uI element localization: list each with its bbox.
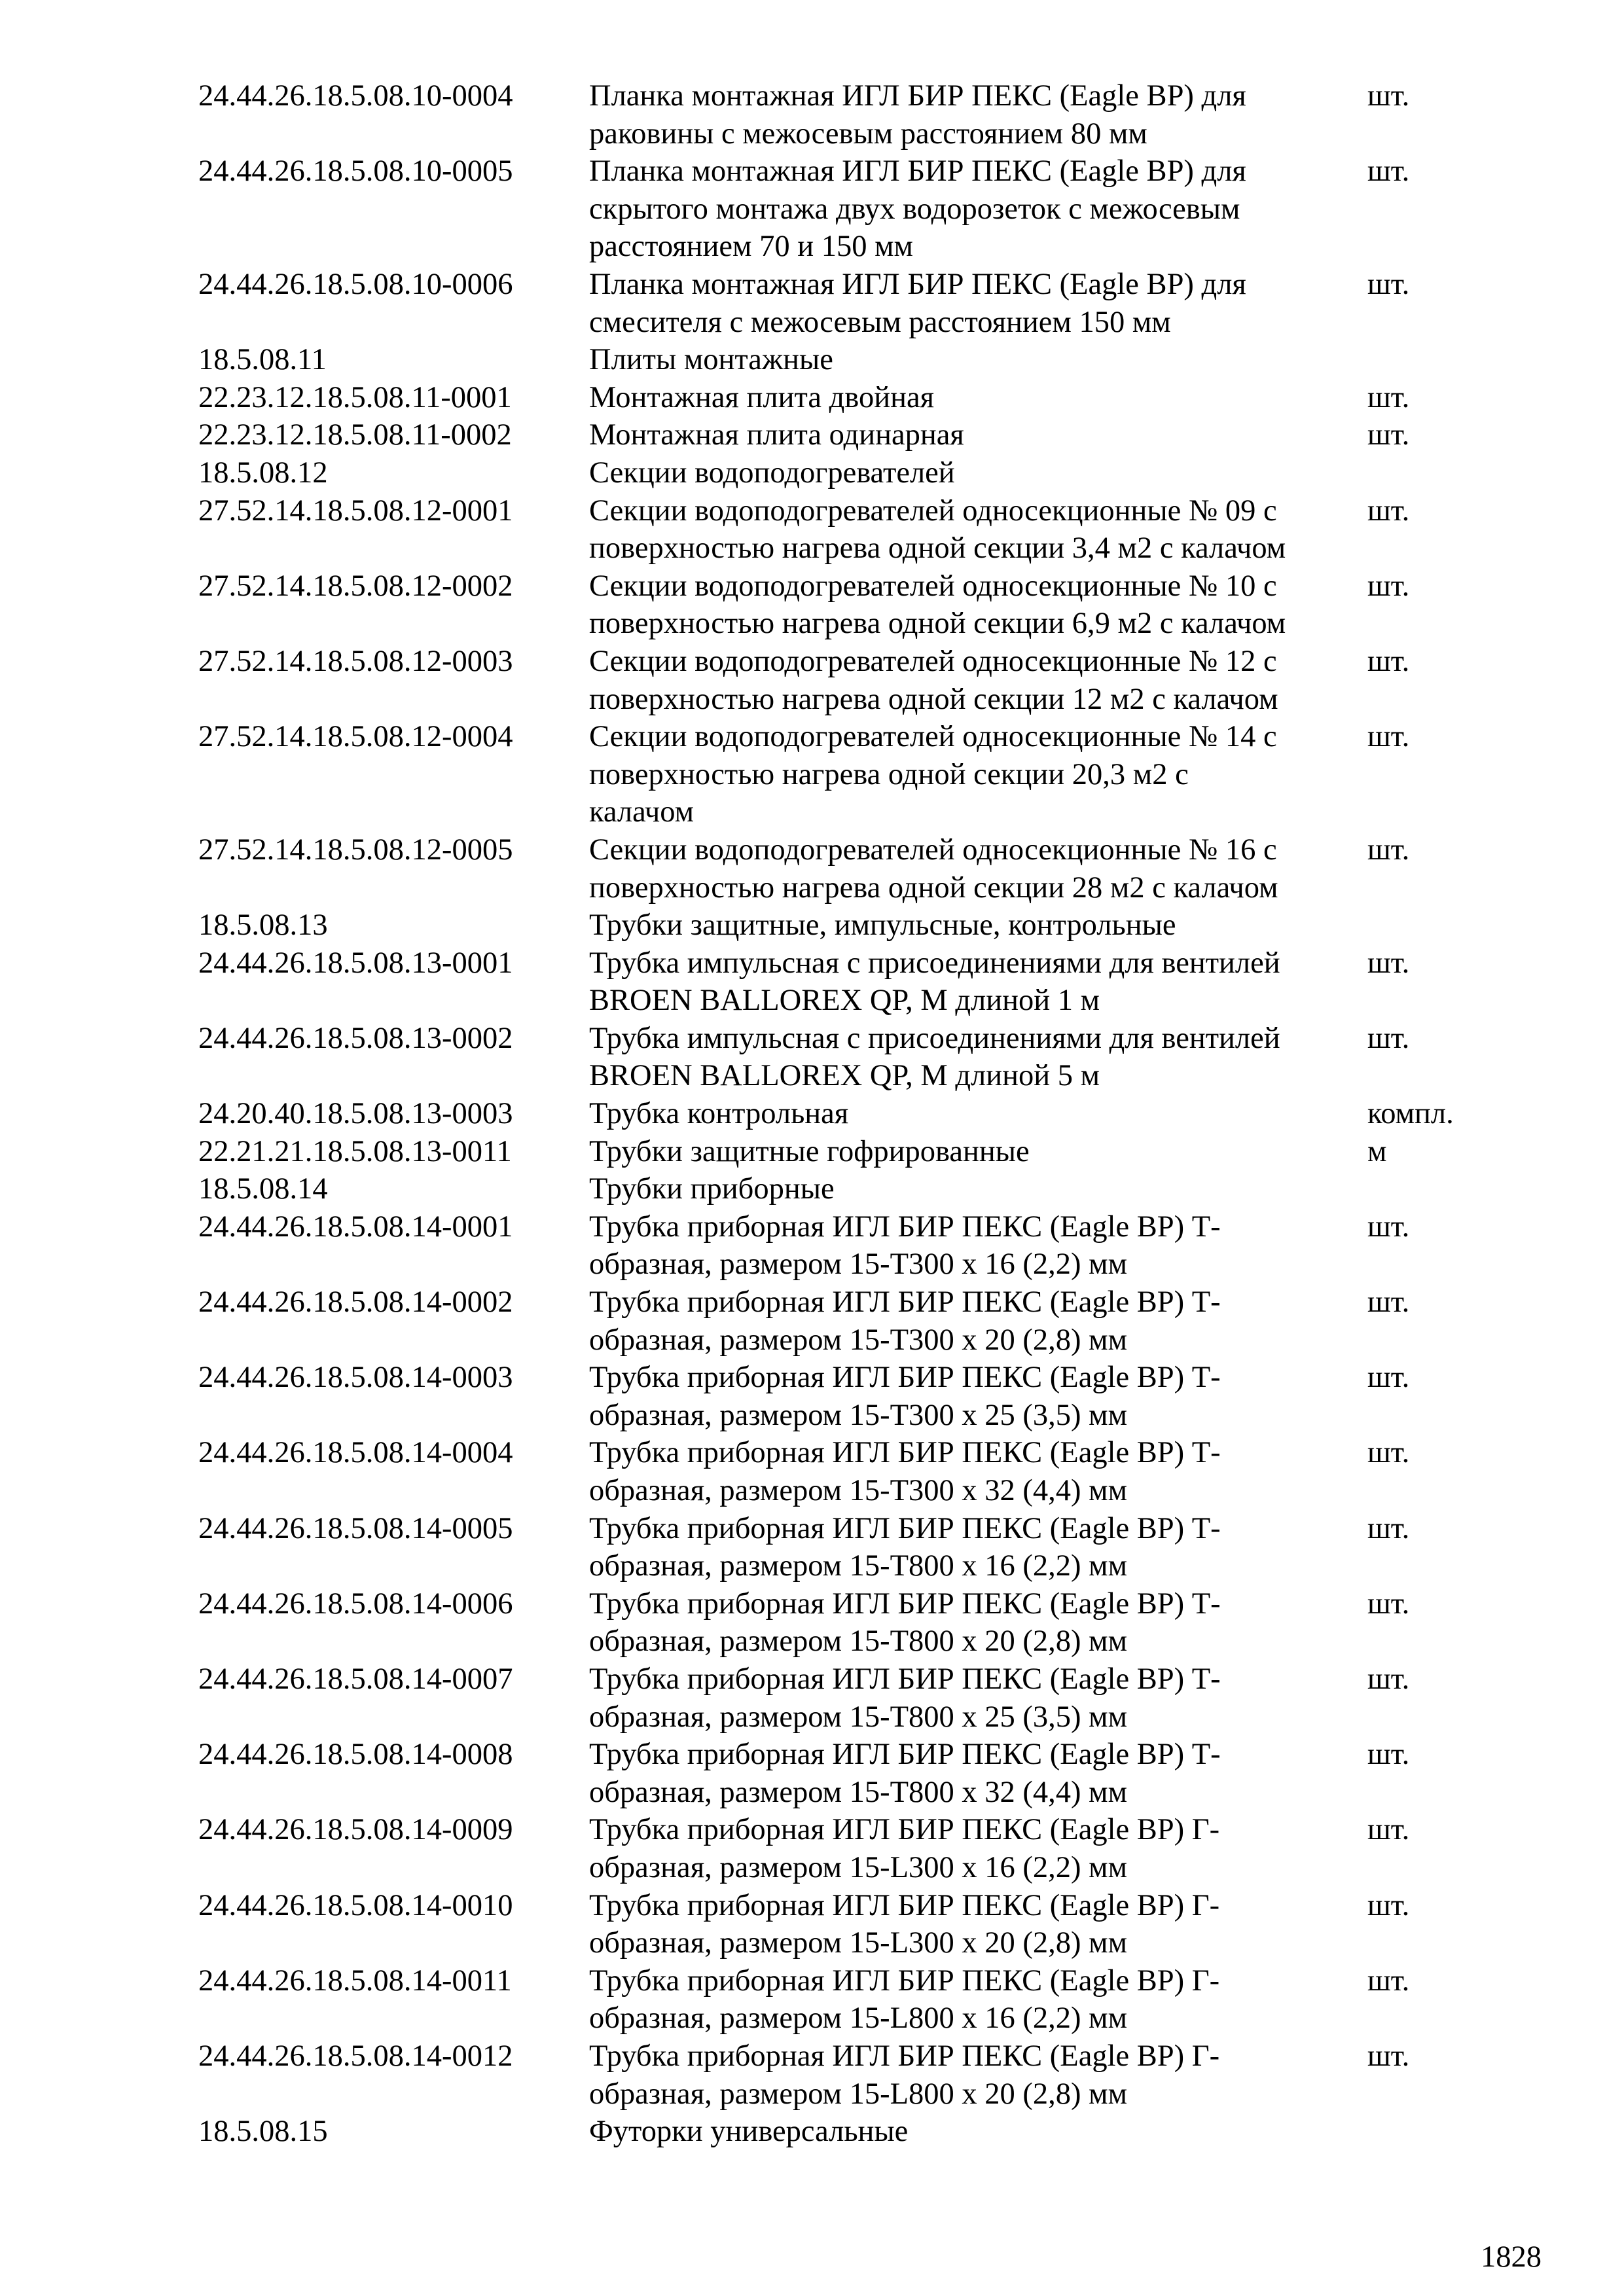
section-header-row [0,906,1624,944]
table-row [0,944,1624,1020]
item-name: Трубка приборная ИГЛ БИР ПЕКС (Eagle BP) Т- образная, размером 15-Т800 х 16 (2,2) мм [589,1511,1221,1583]
item-name: Секции водоподогревателей односекционные № 16 с поверхностью нагрева одной секции 28 м2 с калачом [589,833,1278,905]
item-name: Трубка импульсная с присоединениями для вентилей BROEN BALLOREX QP, M длиной 5 м [589,1021,1280,1093]
table-row [0,1962,1624,2037]
item-name: Монтажная плита двойная [589,380,934,414]
item-name: Плиты монтажные [589,343,833,377]
section-header-row [0,454,1624,492]
item-unit: шт. [1367,1436,1410,1470]
item-name: Планка монтажная ИГЛ БИР ПЕКС (Eagle BP) для раковины с межосевым расстоянием 80 мм [589,79,1246,151]
item-unit: шт. [1367,1738,1410,1772]
item-code: 18.5.08.13 [198,908,328,942]
item-unit: шт. [1367,569,1410,603]
table-row [0,1095,1624,1133]
item-name: Секции водоподогревателей односекционные № 09 с поверхностью нагрева одной секции 3,4 м2 с калачом [589,493,1286,565]
item-code: 24.44.26.18.5.08.14-0003 [198,1361,513,1395]
item-name: Монтажная плита одинарная [589,418,964,452]
item-code: 27.52.14.18.5.08.12-0004 [198,720,513,754]
item-code: 24.44.26.18.5.08.10-0005 [198,154,513,188]
item-unit: шт. [1367,1662,1410,1696]
item-unit: м [1367,1134,1387,1168]
table-row [0,1736,1624,1811]
item-unit: шт. [1367,154,1410,188]
classifier-table [0,77,1624,2151]
table-row [0,492,1624,567]
item-code: 27.52.14.18.5.08.12-0002 [198,569,513,603]
item-code: 27.52.14.18.5.08.12-0003 [198,644,513,678]
item-unit: шт. [1367,946,1410,980]
item-unit: шт. [1367,1021,1410,1055]
item-unit: компл. [1367,1097,1454,1131]
item-unit: шт. [1367,720,1410,754]
item-code: 24.20.40.18.5.08.13-0003 [198,1097,513,1131]
item-name: Трубка приборная ИГЛ БИР ПЕКС (Eagle BP) Г- образная, размером 15-L800 х 20 (2,8) мм [589,2039,1220,2111]
table-row [0,2037,1624,2113]
item-code: 24.44.26.18.5.08.14-0006 [198,1587,513,1621]
item-code: 24.44.26.18.5.08.14-0005 [198,1511,513,1545]
item-name: Трубка приборная ИГЛ БИР ПЕКС (Eagle BP) Г- образная, размером 15-L300 х 16 (2,2) мм [589,1813,1220,1884]
item-name: Трубка приборная ИГЛ БИР ПЕКС (Eagle BP) Г- образная, размером 15-L800 х 16 (2,2) мм [589,1964,1220,2036]
item-unit: шт. [1367,493,1410,528]
item-code: 24.44.26.18.5.08.10-0004 [198,79,513,113]
section-header-row [0,2113,1624,2151]
item-name: Трубка приборная ИГЛ БИР ПЕКС (Eagle BP) Т- образная, размером 15-Т300 х 32 (4,4) мм [589,1436,1221,1507]
item-name: Трубки приборные [589,1172,835,1206]
item-unit: шт. [1367,418,1410,452]
item-unit: шт. [1367,1285,1410,1319]
item-unit: шт. [1367,1888,1410,1922]
item-name: Секции водоподогревателей односекционные № 12 с поверхностью нагрева одной секции 12 м2 с калачом [589,644,1278,716]
table-row [0,718,1624,831]
item-code: 18.5.08.15 [198,2115,328,2149]
item-name: Секции водоподогревателей односекционные № 10 с поверхностью нагрева одной секции 6,9 м2 с калачом [589,569,1286,641]
item-code: 24.44.26.18.5.08.14-0008 [198,1738,513,1772]
item-name: Трубка приборная ИГЛ БИР ПЕКС (Eagle BP) Т- образная, размером 15-Т300 х 25 (3,5) мм [589,1361,1221,1432]
item-code: 22.23.12.18.5.08.11-0002 [198,418,512,452]
table-row [0,1208,1624,1283]
item-name: Планка монтажная ИГЛ БИР ПЕКС (Eagle BP) для смесителя с межосевым расстоянием 150 мм [589,267,1246,339]
page-number: 1828 [1481,2240,1542,2274]
table-row [0,1887,1624,1962]
item-unit: шт. [1367,1964,1410,1998]
item-code: 24.44.26.18.5.08.14-0010 [198,1888,513,1922]
item-unit: шт. [1367,1361,1410,1395]
item-code: 24.44.26.18.5.08.14-0004 [198,1436,513,1470]
item-code: 18.5.08.11 [198,343,327,377]
item-unit: шт. [1367,1587,1410,1621]
table-row [0,77,1624,152]
table-row [0,1811,1624,1886]
item-unit: шт. [1367,1511,1410,1545]
item-name: Трубка приборная ИГЛ БИР ПЕКС (Eagle BP) Т- образная, размером 15-Т800 х 20 (2,8) мм [589,1587,1221,1659]
item-unit: шт. [1367,267,1410,301]
item-code: 22.21.21.18.5.08.13-0011 [198,1134,512,1168]
item-unit: шт. [1367,1813,1410,1847]
item-name: Трубки защитные гофрированные [589,1134,1030,1168]
item-name: Секции водоподогревателей односекционные № 14 с поверхностью нагрева одной секции 20,3 м2 с калачом [589,720,1277,829]
item-code: 24.44.26.18.5.08.14-0001 [198,1210,513,1244]
item-name: Трубка приборная ИГЛ БИР ПЕКС (Eagle BP) Г- образная, размером 15-L300 х 20 (2,8) мм [589,1888,1220,1960]
item-name: Секции водоподогревателей [589,456,955,490]
item-name: Трубка приборная ИГЛ БИР ПЕКС (Eagle BP) Т- образная, размером 15-Т800 х 32 (4,4) мм [589,1738,1221,1809]
table-row [0,1133,1624,1171]
item-name: Трубка приборная ИГЛ БИР ПЕКС (Eagle BP) Т- образная, размером 15-Т800 х 25 (3,5) мм [589,1662,1221,1734]
item-code: 18.5.08.14 [198,1172,328,1206]
item-code: 24.44.26.18.5.08.10-0006 [198,267,513,301]
table-row [0,152,1624,266]
table-row [0,1020,1624,1095]
item-code: 22.23.12.18.5.08.11-0001 [198,380,512,414]
item-code: 27.52.14.18.5.08.12-0001 [198,493,513,528]
item-unit: шт. [1367,2039,1410,2073]
table-row [0,266,1624,341]
item-code: 24.44.26.18.5.08.13-0001 [198,946,513,980]
item-unit: шт. [1367,79,1410,113]
table-row [0,1585,1624,1660]
item-code: 24.44.26.18.5.08.14-0007 [198,1662,513,1696]
item-unit: шт. [1367,833,1410,867]
table-row [0,831,1624,906]
item-name: Трубка контрольная [589,1097,849,1131]
item-unit: шт. [1367,1210,1410,1244]
item-code: 24.44.26.18.5.08.14-0011 [198,1964,512,1998]
section-header-row [0,1170,1624,1208]
item-name: Трубка импульсная с присоединениями для вентилей BROEN BALLOREX QP, M длиной 1 м [589,946,1280,1018]
item-code: 27.52.14.18.5.08.12-0005 [198,833,513,867]
table-row [0,1660,1624,1736]
item-code: 24.44.26.18.5.08.14-0009 [198,1813,513,1847]
table-row [0,1283,1624,1359]
item-unit: шт. [1367,644,1410,678]
item-code: 24.44.26.18.5.08.13-0002 [198,1021,513,1055]
table-row [0,1510,1624,1585]
table-row [0,416,1624,454]
section-header-row [0,341,1624,379]
item-unit: шт. [1367,380,1410,414]
item-name: Трубка приборная ИГЛ БИР ПЕКС (Eagle BP) Т- образная, размером 15-Т300 х 20 (2,8) мм [589,1285,1221,1357]
item-name: Футорки универсальные [589,2115,909,2149]
item-code: 18.5.08.12 [198,456,328,490]
item-name: Трубка приборная ИГЛ БИР ПЕКС (Eagle BP) Т- образная, размером 15-Т300 х 16 (2,2) мм [589,1210,1221,1282]
table-row [0,567,1624,643]
item-name: Трубки защитные, импульсные, контрольные [589,908,1176,942]
item-name: Планка монтажная ИГЛ БИР ПЕКС (Eagle BP) для скрытого монтажа двух водорозеток с межосевым расстоянием 70 и 150 мм [589,154,1246,264]
item-code: 24.44.26.18.5.08.14-0012 [198,2039,513,2073]
table-row [0,1434,1624,1509]
table-row [0,1359,1624,1434]
table-row [0,379,1624,417]
table-row [0,643,1624,718]
item-code: 24.44.26.18.5.08.14-0002 [198,1285,513,1319]
